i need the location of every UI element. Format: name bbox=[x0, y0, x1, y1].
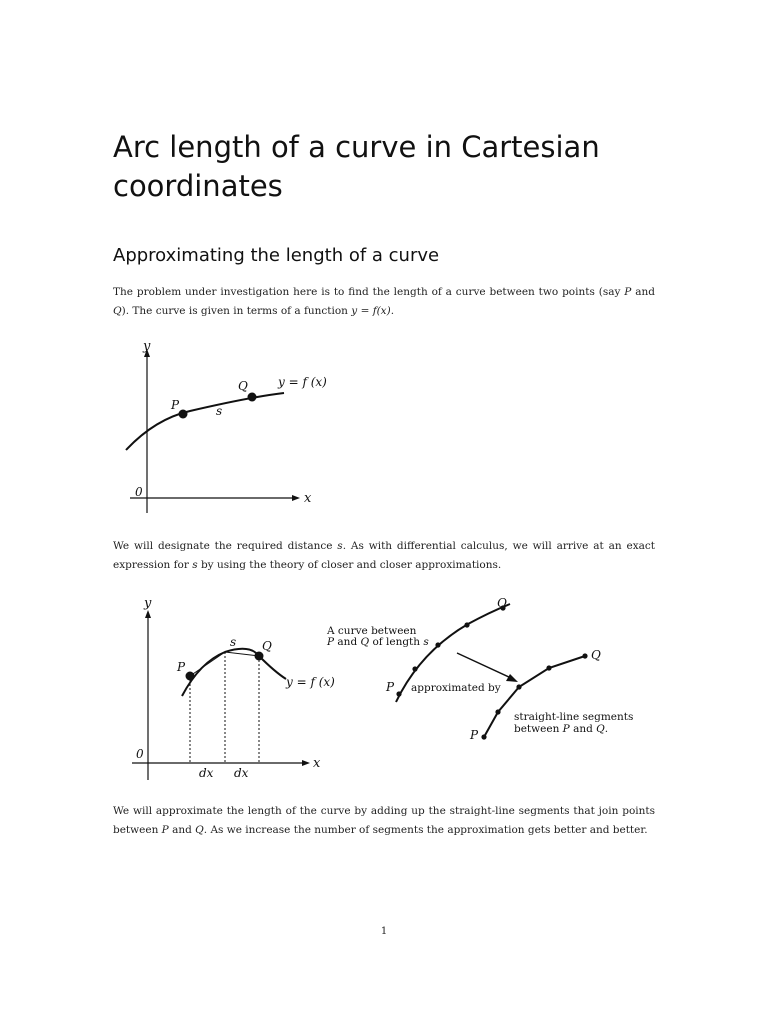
q-label: Q bbox=[238, 379, 248, 393]
point-p bbox=[179, 410, 188, 419]
q-right-label: Q bbox=[591, 648, 601, 662]
y-axis-label: y bbox=[144, 596, 152, 611]
segments-end: . bbox=[604, 723, 609, 735]
p1-q: Q bbox=[113, 305, 122, 317]
p1-text2: ). The curve is given in terms of a function bbox=[121, 305, 352, 317]
page-number: 1 bbox=[380, 926, 388, 937]
segment-dot-3 bbox=[516, 684, 521, 689]
point-p bbox=[186, 672, 195, 681]
segments-pre: between bbox=[514, 723, 563, 735]
p3-p: P bbox=[161, 824, 169, 836]
curve-dot-2 bbox=[412, 666, 417, 671]
caption-line-2 bbox=[326, 636, 429, 648]
figure-dx-segments bbox=[110, 592, 345, 787]
p1-and: and bbox=[631, 286, 655, 298]
dx-label-2: dx bbox=[234, 766, 249, 780]
figure-curve-pq bbox=[110, 335, 340, 520]
caption-q: Q bbox=[360, 636, 370, 648]
p2-s: s bbox=[337, 540, 343, 552]
p3-text2: . As we increase the number of segments the approximation gets better and better. bbox=[203, 824, 648, 836]
origin-label: 0 bbox=[135, 485, 143, 499]
s-label: s bbox=[230, 635, 237, 649]
p2-text3: by using the theory of closer and closer approximations. bbox=[197, 559, 502, 571]
p1-function: y = f(x) bbox=[351, 305, 391, 317]
curve bbox=[126, 393, 284, 450]
segments-and: and bbox=[569, 723, 597, 735]
p2-s2: s bbox=[192, 559, 198, 571]
p3-and: and bbox=[168, 824, 196, 836]
point-q bbox=[248, 393, 257, 402]
p2-text: We will designate the required distance bbox=[113, 540, 338, 552]
caption-s: s bbox=[423, 636, 429, 648]
segment-dot-5 bbox=[582, 653, 587, 658]
caption-p: P bbox=[327, 636, 335, 648]
curve-label: y = f (x) bbox=[278, 375, 327, 389]
segments-line-2 bbox=[514, 723, 608, 735]
origin-label: 0 bbox=[136, 747, 144, 761]
curve-dot-3 bbox=[435, 642, 440, 647]
segment-dot-4 bbox=[546, 665, 551, 670]
p-label: P bbox=[171, 398, 180, 412]
x-axis-arrow bbox=[302, 760, 310, 766]
page-title: Arc length of a curve in Cartesian coordinates bbox=[113, 130, 600, 203]
p1-p: P bbox=[624, 286, 632, 298]
p3-text: We will approximate the length of the curve by adding up the straight-line segments that join points between bbox=[113, 805, 655, 836]
paragraph-approximation bbox=[113, 802, 655, 840]
p-left-label: P bbox=[386, 680, 395, 694]
arrow-shaft bbox=[457, 653, 511, 678]
paragraph-designation bbox=[113, 537, 655, 575]
p3-q: Q bbox=[195, 824, 204, 836]
caption-rest: of length bbox=[369, 636, 424, 648]
x-axis-label: x bbox=[304, 491, 312, 506]
p1-end: . bbox=[390, 305, 395, 317]
figure-approximation bbox=[320, 590, 634, 750]
q-label: Q bbox=[262, 639, 272, 653]
arrow-head bbox=[506, 674, 518, 682]
q-top-label: Q bbox=[497, 596, 507, 610]
section-heading: Approximating the length of a curve bbox=[113, 245, 440, 266]
segments-line-1: straight-line segments bbox=[514, 711, 634, 723]
approximated-by-label: approximated by bbox=[411, 682, 501, 694]
x-axis-label: x bbox=[313, 756, 321, 771]
p-bottom-label: P bbox=[470, 728, 479, 742]
y-axis-arrow bbox=[145, 610, 151, 618]
curve-dot-4 bbox=[464, 622, 469, 627]
y-axis-label: y bbox=[143, 339, 151, 354]
p-label: P bbox=[177, 660, 186, 674]
dx-label-1: dx bbox=[199, 766, 214, 780]
p1-text: The problem under investigation here is to find the length of a curve between two points (say bbox=[113, 286, 625, 298]
segments-q: Q bbox=[596, 723, 605, 735]
segments-p: P bbox=[562, 723, 570, 735]
segment-dot-1 bbox=[481, 734, 486, 739]
curve bbox=[182, 649, 286, 696]
caption-and: and bbox=[334, 636, 361, 648]
p2-text2: . As with differential calculus, we will arrive at an exact expression for bbox=[113, 540, 655, 571]
segment-dot-2 bbox=[495, 709, 500, 714]
curve-label: y = f (x) bbox=[286, 675, 335, 689]
s-label: s bbox=[216, 404, 223, 418]
curve-dot-1 bbox=[396, 691, 401, 696]
caption-line-1: A curve between bbox=[327, 625, 417, 637]
paragraph-intro bbox=[113, 283, 655, 321]
x-axis-arrow bbox=[292, 495, 300, 501]
